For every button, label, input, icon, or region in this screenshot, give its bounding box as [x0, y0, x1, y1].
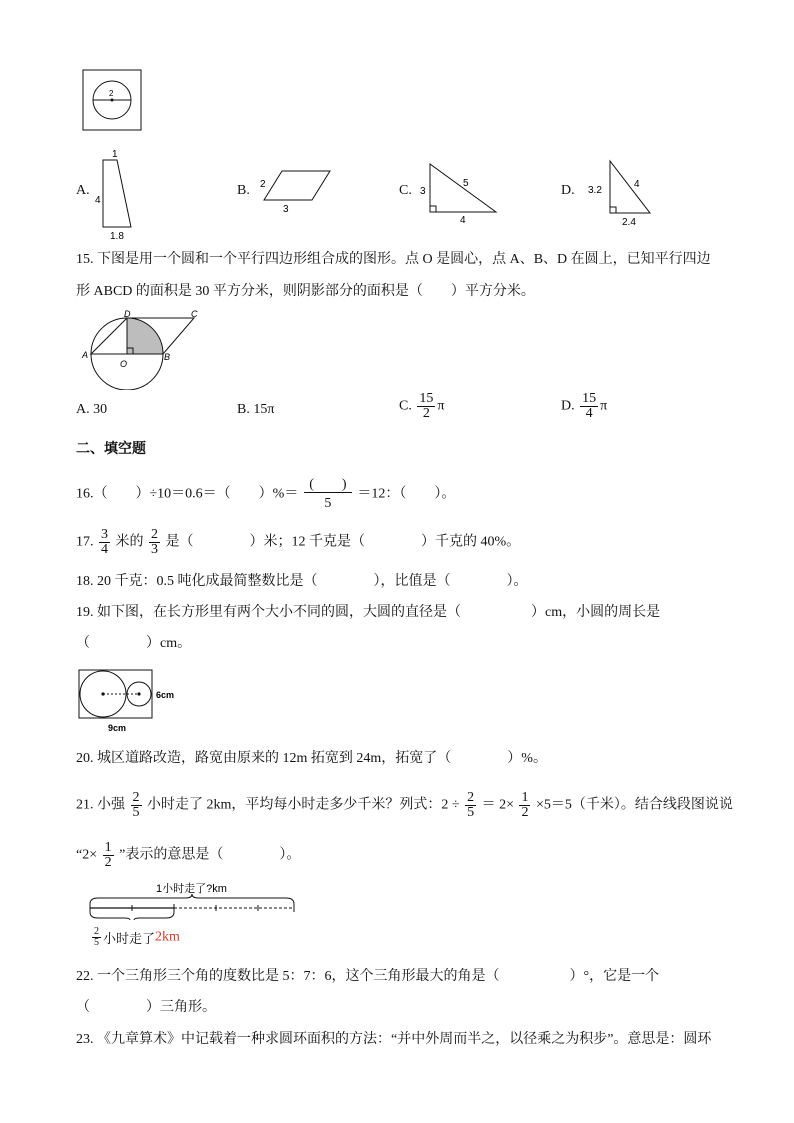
q23-text: 23. 《九章算术》中记载着一种求圆环面积的方法：“并中外周而半之，以径乘之为积步”。意思是：圆环: [76, 1032, 712, 1047]
q20-text: 20. 城区道路改造，路宽由原来的 12m 拓宽到 24m，拓宽了（ ）%。: [76, 751, 547, 766]
option-b-parallelogram: [256, 165, 336, 215]
option-d-right-triangle: [586, 157, 662, 229]
q21-text-line1: 21. 小强 $\frac{2}{5}$ 小时走了 2km，平均每小时走多少千米？列式：2 ÷ $\frac{2}{5}$ ＝ 2× $\frac{1}{2}$ ×5＝5（千米）。结合线段图说说: [76, 790, 733, 820]
svg-text:A: A: [82, 350, 89, 360]
option-a-trapezoid: [92, 146, 142, 242]
svg-text:3: 3: [420, 186, 426, 197]
option-c-right-triangle: [418, 162, 504, 226]
circle-in-square-figure: [82, 69, 142, 131]
q21-text-line2: “2× $\frac{1}{2}$ ”表示的意思是（ ）。: [76, 840, 301, 870]
option-c-letter: C.: [399, 183, 412, 198]
q15-option-b: B. 15π: [237, 402, 275, 417]
option-d-letter: D.: [561, 183, 575, 198]
q21-diagram-label: $\frac{2}{5}$ 小时走了2km: [94, 926, 180, 948]
q15-option-a: A. 30: [76, 402, 108, 417]
svg-text:2: 2: [260, 179, 266, 190]
circle-diameter-label: 2: [109, 89, 114, 98]
svg-text:1小时走了?km: 1小时走了?km: [156, 883, 227, 895]
q17-text: 17. $\frac{3}{4}$ 米的 $\frac{2}{3}$ 是（ ）米；12 千克是（ ）千克的 40%。: [76, 527, 521, 557]
q19-text-line2: （ ）cm。: [76, 636, 192, 651]
q15-text-line1: 15. 下图是用一个圆和一个平行四边形组合成的图形。点 O 是圆心，点 A、B、D 在圆上，已知平行四边: [76, 252, 711, 267]
q22-text-line1: 22. 一个三角形三个角的度数比是 5：7：6，这个三角形最大的角是（ ）°，它是一个: [76, 969, 660, 984]
q21-line-segment-diagram: [86, 880, 300, 920]
q18-text: 18. 20 千克：0.5 吨化成最简整数比是（ ），比值是（ ）。: [76, 574, 528, 589]
section-title: 二、填空题: [76, 441, 146, 457]
svg-text:D: D: [124, 309, 131, 319]
q15-option-d: D. $\frac{15}{4}$ π: [561, 391, 608, 421]
svg-text:B: B: [164, 352, 171, 362]
q15-option-c: C. $\frac{15}{2}$ π: [399, 391, 445, 421]
svg-text:1: 1: [112, 149, 118, 160]
svg-text:1.8: 1.8: [110, 231, 124, 242]
q16-text: 16.（ ）÷10＝0.6＝（ ）%＝ $\frac{( )}{5}$ ＝12：（ ）。: [76, 477, 456, 511]
svg-text:9cm: 9cm: [108, 723, 127, 733]
svg-text:4: 4: [95, 195, 101, 206]
svg-text:3: 3: [283, 204, 289, 215]
svg-text:4: 4: [460, 215, 466, 226]
svg-text:5: 5: [463, 178, 469, 189]
q15-text-line2: 形 ABCD 的面积是 30 平方分米，则阴影部分的面积是（ ）平方分米。: [76, 284, 535, 299]
svg-text:6cm: 6cm: [156, 690, 175, 700]
option-a-letter: A.: [76, 183, 90, 198]
q19-text-line1: 19. 如下图，在长方形里有两个大小不同的圆，大圆的直径是（ ）cm，小圆的周长是: [76, 605, 661, 620]
q22-text-line2: （ ）三角形。: [76, 1000, 216, 1015]
svg-text:3.2: 3.2: [588, 185, 602, 196]
svg-text:C: C: [191, 309, 198, 319]
q15-circle-parallelogram-figure: [80, 308, 206, 390]
q19-rectangle-circles-figure: [78, 667, 188, 737]
option-b-letter: B.: [237, 183, 250, 198]
svg-text:4: 4: [634, 179, 640, 190]
svg-text:2.4: 2.4: [622, 217, 636, 228]
svg-text:O: O: [120, 359, 128, 369]
